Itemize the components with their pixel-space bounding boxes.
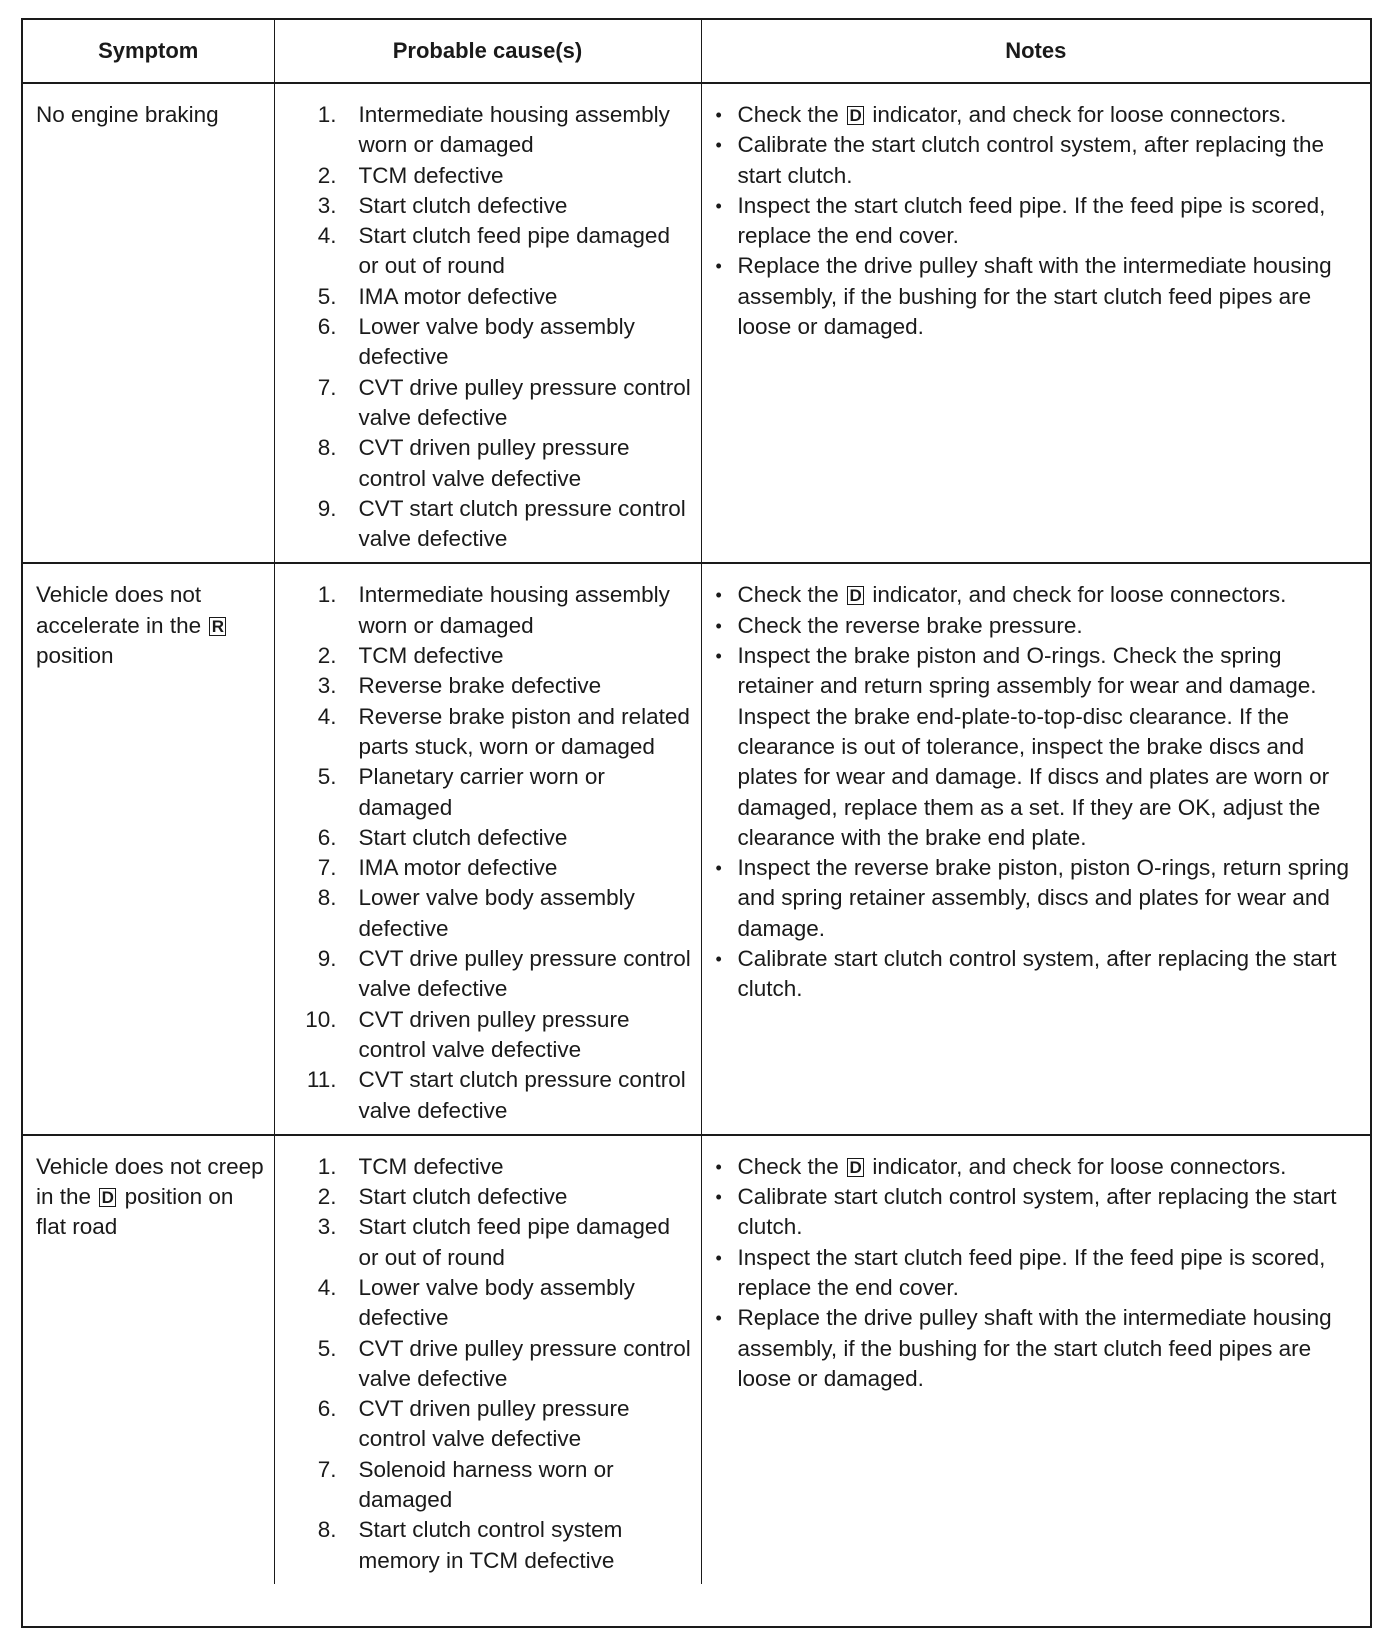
cause-text: TCM defective <box>358 643 504 669</box>
note-text <box>738 580 1359 610</box>
notes-cell <box>701 83 1370 563</box>
cause-text: IMA motor defective <box>358 855 558 881</box>
text-before: Check the reverse brake pressure. <box>737 612 1083 638</box>
troubleshooting-sheet <box>21 18 1372 1628</box>
cause-text: CVT drive pulley pressure control valve defective <box>358 946 691 1002</box>
cause-item <box>285 641 695 671</box>
cause-text: CVT drive pulley pressure control valve defective <box>358 1335 691 1391</box>
cause-item <box>285 191 695 221</box>
cause-number: 2. <box>317 1184 337 1210</box>
cause-text: Lower valve body assembly defective <box>358 885 635 941</box>
note-item <box>716 580 1359 610</box>
cause-number: 2. <box>317 643 337 669</box>
note-item <box>716 251 1359 342</box>
bullet-icon: • <box>715 256 722 277</box>
text-before: Inspect the reverse brake piston, piston O-rings, return spring and spring retainer assembly, discs and plates for wear and damage. <box>737 855 1350 941</box>
note-text <box>738 1182 1359 1243</box>
cause-item <box>285 853 695 883</box>
text-before: Inspect the brake piston and O-rings. Check the spring retainer and return spring assembly for wear and damage. Inspect the brake end-plate-to-top-disc clearance. If the clearance is out of tolerance, inspect the brake discs and plates for wear and damage. If discs and plates are worn or damaged, replace them as a set. If they are OK, adjust the clearance with the brake end plate. <box>737 643 1330 850</box>
cause-number: 8. <box>317 435 337 461</box>
text-before: Vehicle does not accelerate in the <box>36 582 202 638</box>
bullet-icon: • <box>715 1156 722 1177</box>
cause-number: 10. <box>305 1006 337 1032</box>
probable-causes-cell <box>274 1135 701 1584</box>
note-item <box>716 611 1359 641</box>
cause-number: 6. <box>317 314 337 340</box>
cause-number: 9. <box>317 495 337 521</box>
gear-position-symbol: D <box>99 1188 116 1207</box>
note-item <box>716 100 1359 130</box>
bullet-icon: • <box>715 949 722 970</box>
text-before: Inspect the start clutch feed pipe. If the feed pipe is scored, replace the end cover. <box>737 192 1326 249</box>
bullet-icon: • <box>715 1247 722 1268</box>
cause-item <box>285 1273 695 1334</box>
note-text <box>738 641 1359 853</box>
text-before: No engine braking <box>36 102 219 127</box>
bullet-icon: • <box>715 585 722 606</box>
cause-item <box>285 1334 695 1395</box>
text-before: Calibrate the start clutch control system, after replacing the start clutch. <box>737 132 1325 188</box>
cause-item <box>285 1152 695 1182</box>
cause-text: Start clutch feed pipe damaged or out of round <box>358 1214 670 1270</box>
cause-number: 6. <box>317 1396 337 1422</box>
cause-number: 5. <box>317 764 337 790</box>
text-after: indicator, and check for loose connectors. <box>872 582 1287 608</box>
table-row <box>23 563 1370 1134</box>
cause-item <box>285 883 695 944</box>
cause-text: Start clutch defective <box>358 1184 568 1210</box>
note-text <box>738 611 1359 641</box>
cause-item <box>285 282 695 312</box>
cause-item <box>285 944 695 1005</box>
bullet-icon: • <box>715 858 722 879</box>
cause-number: 9. <box>317 946 337 972</box>
table-row <box>23 83 1370 563</box>
gear-position-symbol: R <box>209 617 226 636</box>
note-item <box>716 853 1359 944</box>
cause-number: 5. <box>317 1335 337 1361</box>
cause-number: 2. <box>317 162 337 188</box>
cause-item <box>285 1515 695 1576</box>
cause-item <box>285 1455 695 1516</box>
text-before: Check the <box>737 1153 839 1179</box>
cause-text: Start clutch defective <box>358 192 568 218</box>
bullet-icon: • <box>715 195 722 216</box>
cause-item <box>285 702 695 763</box>
cause-list <box>285 100 695 554</box>
cause-text: CVT driven pulley pressure control valve defective <box>358 1006 630 1062</box>
cause-item <box>285 762 695 823</box>
text-before: Replace the drive pulley shaft with the intermediate housing assembly, if the bushing for the start clutch feed pipes are loose or damaged. <box>737 1305 1332 1391</box>
header-row <box>23 20 1370 83</box>
notes-cell <box>701 563 1370 1134</box>
cause-item <box>285 580 695 641</box>
note-item <box>716 1182 1359 1243</box>
cause-item <box>285 1182 695 1212</box>
bullet-icon: • <box>715 1308 722 1329</box>
cause-text: CVT driven pulley pressure control valve defective <box>358 1396 630 1452</box>
cause-item <box>285 1212 695 1273</box>
notes-list <box>716 1152 1359 1394</box>
cause-item <box>285 823 695 853</box>
text-before: Calibrate start clutch control system, after replacing the start clutch. <box>737 946 1337 1002</box>
text-before: Inspect the start clutch feed pipe. If the feed pipe is scored, replace the end cover. <box>737 1244 1326 1300</box>
cause-text: Reverse brake piston and related parts stuck, worn or damaged <box>358 703 690 759</box>
note-text <box>738 1243 1359 1304</box>
cause-number: 7. <box>317 855 337 881</box>
note-item <box>716 130 1359 191</box>
troubleshooting-table <box>23 20 1370 1584</box>
cause-text: Reverse brake defective <box>358 673 602 699</box>
note-text <box>738 1152 1359 1182</box>
cause-item <box>285 161 695 191</box>
cause-list <box>285 1152 695 1576</box>
bullet-icon: • <box>715 646 722 667</box>
text-after: indicator, and check for loose connectors. <box>872 1153 1287 1179</box>
gear-position-symbol: D <box>847 106 864 125</box>
symptom-cell <box>23 83 274 563</box>
text-before: Check the <box>737 582 839 608</box>
text-before: Calibrate start clutch control system, after replacing the start clutch. <box>737 1184 1337 1240</box>
cause-item <box>285 312 695 373</box>
cause-number: 7. <box>317 1456 337 1482</box>
notes-cell <box>701 1135 1370 1584</box>
cause-number: 4. <box>317 703 337 729</box>
gear-position-symbol: D <box>847 586 864 605</box>
cause-number: 1. <box>317 582 337 608</box>
cause-item <box>285 1394 695 1455</box>
cause-text: CVT drive pulley pressure control valve defective <box>358 374 691 430</box>
header-probable-causes: Probable cause(s) <box>274 20 701 83</box>
cause-list <box>285 580 695 1125</box>
cause-text: Start clutch control system memory in TCM defective <box>358 1517 623 1573</box>
cause-number: 8. <box>317 1517 337 1543</box>
cause-number: 6. <box>317 824 337 850</box>
cause-text: Start clutch defective <box>358 824 568 850</box>
cause-text: IMA motor defective <box>358 283 558 309</box>
cause-text: CVT start clutch pressure control valve defective <box>358 1067 686 1123</box>
bullet-icon: • <box>715 615 722 636</box>
cause-number: 7. <box>317 374 337 400</box>
cause-number: 8. <box>317 885 337 911</box>
cause-text: Intermediate housing assembly worn or damaged <box>358 582 670 638</box>
cause-item <box>285 433 695 494</box>
cause-text: CVT start clutch pressure control valve defective <box>358 495 686 552</box>
cause-item <box>285 1065 695 1126</box>
cause-text: Planetary carrier worn or damaged <box>358 764 605 820</box>
text-after: position on flat road <box>36 1184 234 1240</box>
cause-text: CVT driven pulley pressure control valve defective <box>358 435 630 491</box>
note-item <box>716 1303 1359 1394</box>
cause-item <box>285 1005 695 1066</box>
cause-text: Intermediate housing assembly worn or damaged <box>358 102 670 158</box>
text-before: Replace the drive pulley shaft with the intermediate housing assembly, if the bushing for the start clutch feed pipes are loose or damaged. <box>737 253 1332 340</box>
cause-item <box>285 221 695 282</box>
bullet-icon: • <box>715 135 722 156</box>
bullet-icon: • <box>715 1187 722 1208</box>
cause-number: 3. <box>317 192 337 218</box>
text-before: Vehicle does not creep in the <box>36 1153 264 1210</box>
cause-text: Lower valve body assembly defective <box>358 1274 635 1331</box>
cause-text: Start clutch feed pipe damaged or out of round <box>358 223 670 279</box>
notes-list <box>716 580 1359 1004</box>
cause-item <box>285 373 695 434</box>
note-item <box>716 641 1359 853</box>
symptom-cell <box>23 563 274 1134</box>
notes-list <box>716 100 1359 342</box>
cause-text: TCM defective <box>358 162 504 188</box>
note-text <box>738 100 1359 130</box>
note-item <box>716 191 1359 252</box>
cause-number: 11. <box>306 1067 337 1093</box>
text-before: Check the <box>737 102 839 127</box>
note-item <box>716 1243 1359 1304</box>
table-body <box>23 83 1370 1584</box>
note-item <box>716 1152 1359 1182</box>
symptom-cell <box>23 1135 274 1584</box>
note-text <box>738 1303 1359 1394</box>
cause-number: 1. <box>317 1153 337 1179</box>
note-text <box>738 853 1359 944</box>
note-text <box>738 944 1359 1005</box>
cause-text: Lower valve body assembly defective <box>358 314 635 370</box>
cause-item <box>285 100 695 161</box>
note-text <box>738 191 1359 252</box>
note-text <box>738 130 1359 191</box>
cause-number: 1. <box>317 102 337 127</box>
bullet-icon: • <box>715 105 722 125</box>
header-notes: Notes <box>701 20 1370 83</box>
gear-position-symbol: D <box>847 1158 864 1177</box>
text-after: indicator, and check for loose connectors. <box>872 102 1287 127</box>
note-text <box>738 251 1359 342</box>
cause-item <box>285 494 695 555</box>
cause-item <box>285 671 695 701</box>
note-item <box>716 944 1359 1005</box>
probable-causes-cell <box>274 83 701 563</box>
cause-number: 5. <box>317 283 337 309</box>
table-row <box>23 1135 1370 1584</box>
cause-text: TCM defective <box>358 1153 504 1179</box>
cause-number: 4. <box>317 223 337 249</box>
cause-number: 3. <box>317 673 337 699</box>
cause-number: 4. <box>317 1274 337 1300</box>
probable-causes-cell <box>274 563 701 1134</box>
text-after: position <box>36 643 114 669</box>
header-symptom: Symptom <box>23 20 274 83</box>
cause-number: 3. <box>317 1214 337 1240</box>
cause-text: Solenoid harness worn or damaged <box>358 1456 614 1513</box>
